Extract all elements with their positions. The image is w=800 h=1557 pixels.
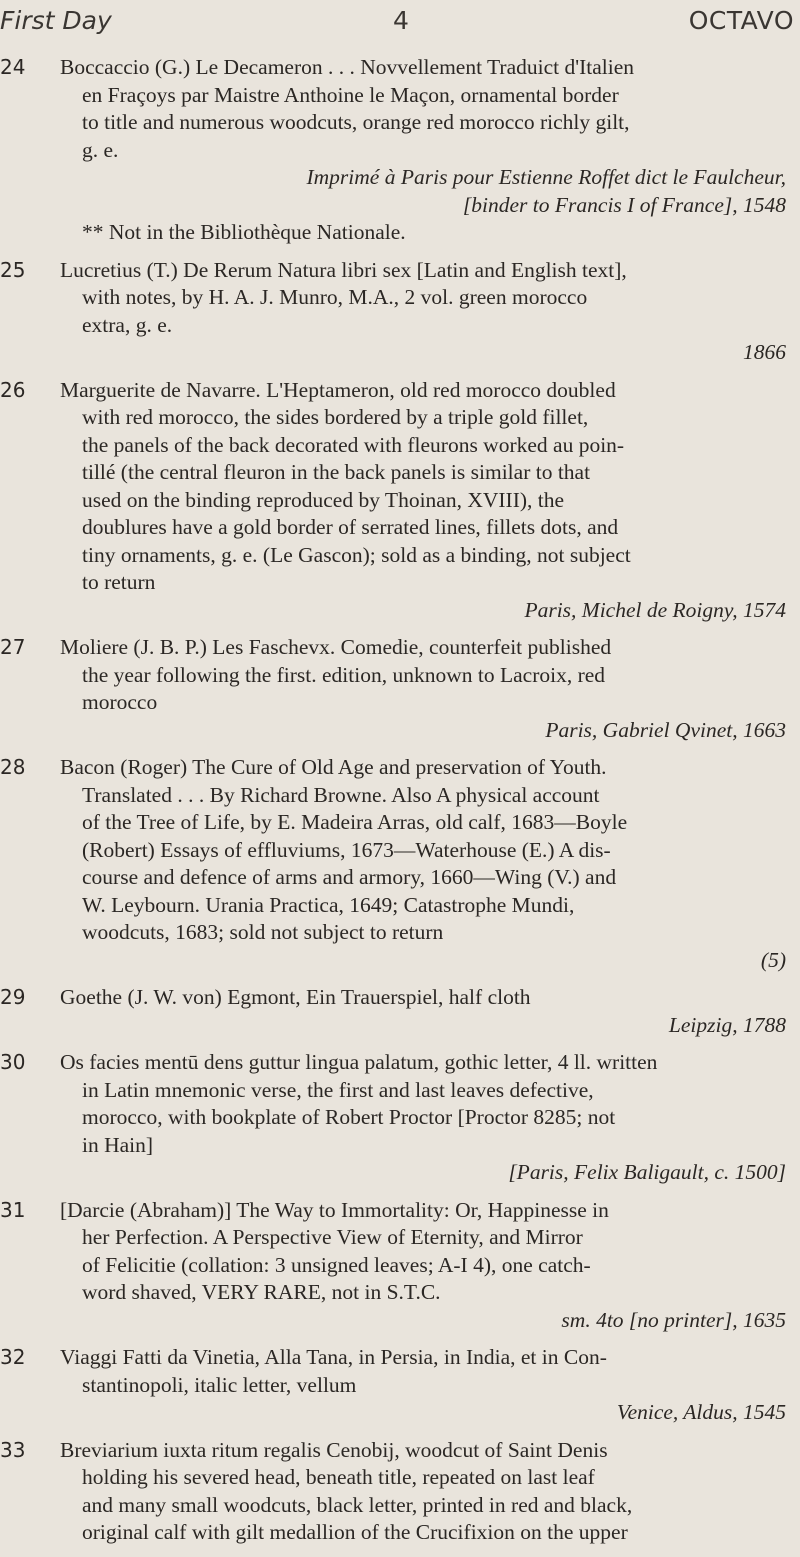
lot-body [60,984,786,1039]
lot-31 [0,1197,800,1335]
lot-line: woodcuts, 1683; sold not subject to return [82,920,444,944]
lot-title: Moliere (J. B. P.) Les Faschevx. Comedie, counterfeit published [60,635,612,659]
lot-line: the year following the first. edition, unknown to Lacroix, red [82,662,606,687]
lot-number: 30 [0,1050,26,1074]
lot-line: word shaved, VERY RARE, not in S.T.C. [82,1280,441,1304]
lot-line: holding his severed head, beneath title, repeated on last leaf [82,1465,595,1489]
lot-line: Leipzig, 1788 [668,1012,786,1037]
lot-number: 25 [0,257,26,282]
lot-line: Venice, Aldus, 1545 [616,1400,786,1424]
lot-30 [0,1049,800,1187]
lot-line: [Paris, Felix Baligault, c. 1500] [508,1160,786,1184]
lot-line: morocco [82,690,158,714]
lot-line: with notes, by H. A. J. Munro, M.A., 2 vol. green morocco [82,285,588,309]
lot-line: morocco, with bookplate of Robert Proctor [Proctor 8285; not [82,1105,616,1129]
lot-line: in Hain] [82,1132,154,1157]
lot-line: original calf with gilt medallion of the Crucifixion on the upper [82,1520,628,1544]
lot-line: Translated . . . By Richard Browne. Also A physical account [82,782,600,807]
lot-number: 26 [0,377,26,402]
lot-body [60,377,786,625]
lot-number: 32 [0,1345,26,1369]
lot-line: tiny ornaments, g. e. (Le Gascon); sold as a binding, not subject [82,542,631,567]
lot-title: Os facies mentū dens guttur lingua palatum, gothic letter, 4 ll. written [60,1050,658,1074]
lot-number: 29 [0,985,26,1009]
lot-line: course and defence of arms and armory, 1660—Wing (V.) and [82,865,617,889]
lot-29 [0,984,800,1039]
page-number: 4 [393,6,409,35]
lot-line: en Fraçoys par Maistre Anthoine le Maçon, ornamental border [82,82,619,107]
lot-title: [Darcie (Abraham)] The Way to Immortality: Or, Happinesse in [60,1197,609,1222]
lot-body [60,54,786,247]
lot-line: (Robert) Essays of effluviums, 1673—Waterhouse (E.) A dis- [82,837,611,862]
header-day: First Day [0,6,112,35]
lot-line: [binder to Francis I of France], 1548 [462,192,786,217]
lot-body [60,1437,786,1547]
lot-body [60,1197,786,1335]
lot-line: Paris, Gabriel Qvinet, 1663 [545,717,786,742]
lot-line: the panels of the back decorated with fleurons worked au poin- [82,432,625,457]
lot-line: used on the binding reproduced by Thoinan, XVIII), the [82,487,565,512]
lot-27 [0,634,800,744]
lot-line: stantinopoli, italic letter, vellum [82,1372,357,1397]
lot-line: tillé (the central fleuron in the back panels is similar to that [82,460,591,484]
lot-line: extra, g. e. [82,312,173,337]
lot-number: 24 [0,55,26,79]
lot-line: Imprimé à Paris pour Estienne Roffet dict le Faulcheur, [306,165,786,189]
lot-number: 31 [0,1197,26,1222]
lot-line: g. e. [82,137,119,162]
lot-number: 27 [0,635,26,659]
lot-number: 28 [0,755,26,779]
lot-body [60,1049,786,1187]
lot-body [60,634,786,744]
lot-line: with red morocco, the sides bordered by a triple gold fillet, [82,405,589,429]
lot-title: Breviarium iuxta ritum regalis Cenobij, woodcut of Saint Denis [60,1437,608,1462]
lot-line: 1866 [743,340,786,364]
lot-line: and many small woodcuts, black letter, printed in red and black, [82,1492,633,1517]
lot-line: sm. 4to [no printer], 1635 [561,1307,786,1332]
lots-list [0,54,800,1557]
lot-line: in Latin mnemonic verse, the first and last leaves defective, [82,1077,594,1102]
lot-28 [0,754,800,974]
lot-title: Marguerite de Navarre. L'Heptameron, old red morocco doubled [60,377,616,402]
lot-line: doublures have a gold border of serrated lines, fillets dots, and [82,515,619,539]
lot-24 [0,54,800,247]
lot-body [60,1344,786,1427]
lot-line: to title and numerous woodcuts, orange red morocco richly gilt, [82,110,630,134]
lot-26 [0,377,800,625]
lot-line: her Perfection. A Perspective View of Eternity, and Mirror [82,1225,583,1249]
lot-25 [0,257,800,367]
lot-body [60,754,786,974]
lot-line: ** Not in the Bibliothèque Nationale. [82,220,406,244]
lot-line: to return [82,570,156,594]
lot-line: (5) [760,947,786,972]
page-header [0,6,800,40]
lot-title: Lucretius (T.) De Rerum Natura libri sex [Latin and English text], [60,257,627,282]
lot-line: of Felicitie (collation: 3 unsigned leaves; A-I 4), one catch- [82,1252,591,1277]
lot-32 [0,1344,800,1427]
lot-line: of the Tree of Life, by E. Madeira Arras, old calf, 1683—Boyle [82,810,628,834]
lot-number: 33 [0,1437,26,1462]
lot-line: W. Leybourn. Urania Practica, 1649; Catastrophe Mundi, [82,892,575,917]
lot-title: Bacon (Roger) The Cure of Old Age and preservation of Youth. [60,755,607,779]
lot-body [60,257,786,367]
lot-title: Boccaccio (G.) Le Decameron . . . Novvellement Traduict d'Italien [60,55,635,79]
lot-line: Paris, Michel de Roigny, 1574 [524,597,786,622]
lot-title: Goethe (J. W. von) Egmont, Ein Trauerspiel, half cloth [60,985,531,1009]
header-format: OCTAVO [688,6,794,35]
lot-33 [0,1437,800,1547]
lot-title: Viaggi Fatti da Vinetia, Alla Tana, in Persia, in India, et in Con- [60,1345,607,1369]
